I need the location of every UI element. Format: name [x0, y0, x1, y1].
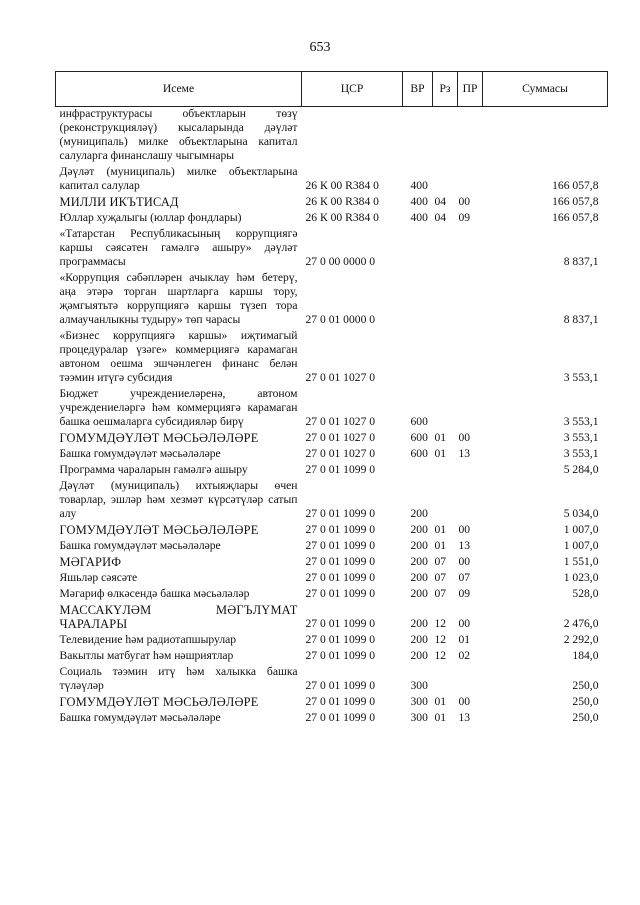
cell-csr: 27 0 01 0000 0: [305, 313, 376, 326]
cell-pr: 00: [458, 431, 471, 444]
cell-name: ГОМУМДӘҮЛӘТ МӘСЬӘЛӘЛӘРЕ: [59, 523, 259, 537]
cell-sum: 5 034,0: [563, 507, 599, 520]
cell-rz: [433, 479, 458, 523]
cell-csr: 27 0 01 1027 0: [305, 415, 376, 428]
cell-sum: 2 292,0: [563, 633, 599, 646]
table-row: [56, 463, 608, 479]
cell-name: инфраструктурасы объектларын төзү (реконструкцияләү) кысаларында дәүләт (муниципаль) милке объектларына капитал салуларга финанслашу чыгымнары: [59, 107, 298, 162]
cell-sum: 3 553,1: [563, 415, 599, 428]
cell-csr: 26 К 00 R384 0: [305, 179, 379, 192]
table-row: [56, 665, 608, 695]
cell-sum: 166 057,8: [552, 211, 599, 224]
cell-csr: 27 0 01 1099 0: [305, 539, 376, 552]
cell-rz: 04: [434, 211, 447, 224]
table-row: [56, 271, 608, 329]
cell-rz: 01: [434, 539, 447, 552]
cell-vr: 200: [410, 617, 428, 630]
cell-sum: 1 007,0: [563, 539, 599, 552]
cell-vr: 200: [410, 539, 428, 552]
cell-sum: 3 553,1: [563, 431, 599, 444]
cell-vr: [403, 107, 433, 166]
cell-name: «Коррупция сәбәпләрен ачыклау һәм бетерү, аңа этәрә торган шартларга каршы тору, җәмгыятьтә коррупциягә каршы түзеп тора алмаучанлыкны тудыру» төп чарасы: [59, 271, 298, 326]
cell-pr: [458, 227, 483, 271]
cell-rz: 01: [434, 695, 447, 708]
cell-csr: 27 0 01 1099 0: [305, 695, 376, 708]
cell-csr: 27 0 01 1099 0: [305, 633, 376, 646]
cell-rz: 04: [434, 195, 447, 208]
table-row: [56, 329, 608, 387]
header-pr: ПР: [458, 72, 483, 107]
cell-csr: 27 0 01 1099 0: [305, 711, 376, 724]
cell-rz: 01: [434, 523, 447, 536]
cell-rz: 07: [434, 571, 447, 584]
cell-name: Дәүләт (муниципаль) милке объектларына капитал салулар: [59, 165, 298, 192]
cell-csr: 26 К 00 R384 0: [305, 195, 379, 208]
cell-name: Социаль тәэмин итү һәм халыкка башка түләүләр: [59, 665, 298, 692]
cell-vr: 300: [410, 695, 428, 708]
cell-rz: 01: [434, 711, 447, 724]
cell-vr: 400: [410, 195, 428, 208]
cell-rz: [433, 329, 458, 387]
cell-csr: 27 0 01 1027 0: [305, 371, 376, 384]
cell-rz: [433, 271, 458, 329]
table-header: [56, 72, 608, 107]
cell-csr: 27 0 01 1027 0: [305, 431, 376, 444]
cell-rz: [433, 463, 458, 479]
cell-sum: 1 551,0: [563, 555, 599, 568]
header-csr: ЦСР: [302, 72, 403, 107]
cell-vr: [403, 463, 433, 479]
cell-rz: 12: [434, 633, 447, 646]
cell-pr: [458, 329, 483, 387]
cell-pr: [458, 479, 483, 523]
cell-name: ГОМУМДӘҮЛӘТ МӘСЬӘЛӘЛӘРЕ: [59, 431, 259, 445]
cell-vr: 300: [410, 711, 428, 724]
cell-csr: 27 0 01 1099 0: [305, 555, 376, 568]
cell-sum: 250,0: [572, 695, 599, 708]
table-row: [56, 523, 608, 539]
cell-vr: 200: [410, 507, 428, 520]
cell-csr: 27 0 01 1099 0: [305, 571, 376, 584]
cell-rz: 07: [434, 555, 447, 568]
cell-csr: 27 0 01 1099 0: [305, 617, 376, 630]
cell-pr: 00: [458, 695, 471, 708]
cell-name: МӘГАРИФ: [59, 555, 122, 569]
cell-rz: [433, 107, 458, 166]
cell-sum: 166 057,8: [552, 195, 599, 208]
cell-pr: 01: [458, 633, 471, 646]
cell-pr: [458, 665, 483, 695]
cell-vr: 600: [410, 415, 428, 428]
cell-name: «Бизнес коррупциягә каршы» иҗтимагый процедуралар үзәге» коммерциягә карамаган автоном оешма эшчәнлеген финанс белән тәэмин итүгә субсидия: [59, 329, 298, 384]
cell-pr: 13: [458, 711, 471, 724]
table-row: [56, 587, 608, 603]
cell-csr: 27 0 00 0000 0: [305, 255, 376, 268]
table-row: [56, 571, 608, 587]
table-body: [56, 107, 608, 728]
table-row: [56, 555, 608, 571]
cell-name: Башка гомумдәүләт мәсьәләләре: [59, 447, 221, 460]
cell-name: Башка гомумдәүләт мәсьәләләре: [59, 711, 221, 724]
cell-vr: 600: [410, 447, 428, 460]
cell-vr: [403, 271, 433, 329]
cell-csr: 27 0 01 1099 0: [305, 523, 376, 536]
table-row: [56, 711, 608, 727]
table-row: [56, 695, 608, 711]
table-row: [56, 431, 608, 447]
cell-sum: 3 553,1: [563, 371, 599, 384]
cell-name: ГОМУМДӘҮЛӘТ МӘСЬӘЛӘЛӘРЕ: [59, 695, 259, 709]
cell-vr: 200: [410, 649, 428, 662]
cell-rz: 12: [434, 617, 447, 630]
cell-pr: 00: [458, 617, 471, 630]
cell-rz: [433, 387, 458, 431]
cell-pr: 07: [458, 571, 471, 584]
cell-rz: [433, 665, 458, 695]
cell-sum: 184,0: [572, 649, 599, 662]
cell-csr: 27 0 01 1099 0: [305, 679, 376, 692]
cell-name: Башка гомумдәүләт мәсьәләләре: [59, 539, 221, 552]
cell-pr: [458, 107, 483, 166]
cell-pr: 13: [458, 447, 471, 460]
cell-name: Юллар хуҗалыгы (юллар фондлары): [59, 211, 242, 224]
table-row: [56, 165, 608, 195]
table-row: [56, 479, 608, 523]
cell-sum: 250,0: [572, 679, 599, 692]
cell-name: МАССАКҮЛӘМ МӘГЪЛҮМАТ ЧАРАЛАРЫ: [59, 603, 298, 631]
cell-rz: 01: [434, 431, 447, 444]
cell-rz: 12: [434, 649, 447, 662]
cell-sum: 8 837,1: [563, 313, 599, 326]
cell-sum: 166 057,8: [552, 179, 599, 192]
cell-pr: 02: [458, 649, 471, 662]
table-row: [56, 447, 608, 463]
cell-name: Мәгариф өлкәсендә башка мәсьәләләр: [59, 587, 250, 600]
cell-rz: [433, 165, 458, 195]
table-row: [56, 649, 608, 665]
page-number: 653: [309, 40, 331, 55]
cell-vr: 200: [410, 571, 428, 584]
cell-vr: 600: [410, 431, 428, 444]
cell-name: Дәүләт (муниципаль) ихтыяҗлары өчен товарлар, эшләр һәм хезмәт күрсәтүләр сатып алу: [59, 479, 298, 520]
cell-csr: 27 0 01 1027 0: [305, 447, 376, 460]
cell-pr: [458, 165, 483, 195]
table-row: [56, 211, 608, 227]
cell-vr: 200: [410, 587, 428, 600]
cell-name: Яшьләр сәясәте: [59, 571, 138, 584]
table-row: [56, 603, 608, 633]
table-row: [56, 539, 608, 555]
cell-pr: 09: [458, 211, 471, 224]
cell-vr: [403, 329, 433, 387]
cell-sum: 8 837,1: [563, 255, 599, 268]
cell-pr: [458, 387, 483, 431]
table-row: [56, 387, 608, 431]
table-row: [56, 633, 608, 649]
cell-pr: 00: [458, 523, 471, 536]
cell-name: Программа чараларын гамәлгә ашыру: [59, 463, 248, 476]
cell-csr: 27 0 01 1099 0: [305, 507, 376, 520]
cell-pr: 13: [458, 539, 471, 552]
cell-rz: 07: [434, 587, 447, 600]
cell-pr: 00: [458, 195, 471, 208]
cell-name: Бюджет учреждениеләренә, автоном учреждениеләргә һәм коммерциягә карамаган башка оешмаларга субсидияләр бирү: [59, 387, 298, 428]
header-rz: Рз: [433, 72, 458, 107]
cell-vr: 300: [410, 679, 428, 692]
cell-sum: 5 284,0: [563, 463, 599, 476]
table-row: [56, 195, 608, 211]
cell-vr: 200: [410, 523, 428, 536]
table-row: [56, 107, 608, 166]
cell-csr: 27 0 01 1099 0: [305, 649, 376, 662]
cell-rz: 01: [434, 447, 447, 460]
table-row: [56, 227, 608, 271]
cell-name: Телевидение һәм радиотапшырулар: [59, 633, 237, 646]
cell-pr: [458, 271, 483, 329]
cell-name: Вакытлы матбугат һәм нәшриятлар: [59, 649, 234, 662]
cell-sum: 2 476,0: [563, 617, 599, 630]
header-vr: ВР: [403, 72, 433, 107]
cell-csr: 27 0 01 1099 0: [305, 463, 376, 476]
cell-csr: [302, 107, 403, 166]
cell-name: «Татарстан Республикасының коррупциягә каршы сәясәтен гамәлгә ашыру» дәүләт программасы: [59, 227, 298, 268]
cell-vr: [403, 227, 433, 271]
cell-vr: 400: [410, 179, 428, 192]
header-sum: Суммасы: [483, 72, 608, 107]
cell-pr: 09: [458, 587, 471, 600]
cell-pr: [458, 463, 483, 479]
cell-sum: [483, 107, 608, 166]
cell-csr: 26 К 00 R384 0: [305, 211, 379, 224]
cell-sum: 528,0: [572, 587, 599, 600]
cell-rz: [433, 227, 458, 271]
cell-sum: 1 023,0: [563, 571, 599, 584]
cell-vr: 200: [410, 633, 428, 646]
cell-sum: 250,0: [572, 711, 599, 724]
cell-name: МИЛЛИ ИКЪТИСАД: [59, 195, 179, 209]
cell-pr: 00: [458, 555, 471, 568]
cell-vr: 400: [410, 211, 428, 224]
cell-sum: 3 553,1: [563, 447, 599, 460]
budget-table: [55, 71, 608, 727]
cell-sum: 1 007,0: [563, 523, 599, 536]
cell-csr: 27 0 01 1099 0: [305, 587, 376, 600]
cell-vr: 200: [410, 555, 428, 568]
header-name: Исеме: [56, 72, 302, 107]
